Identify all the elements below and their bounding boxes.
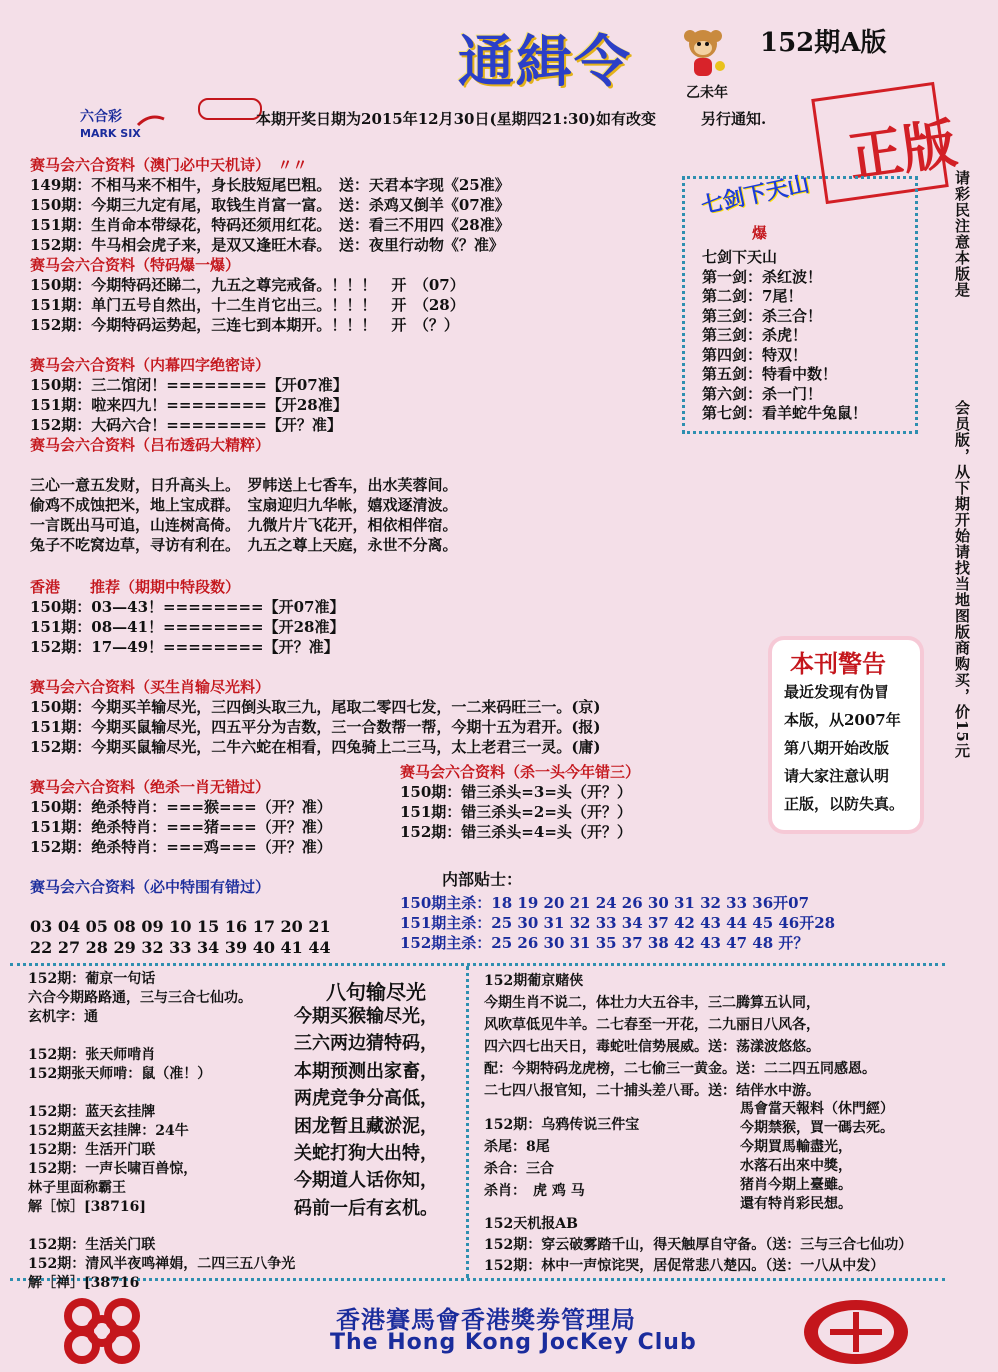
list-item: 150期：绝杀特肖：===猴===（开？准） bbox=[30, 798, 332, 816]
list-item: 两虎竞争分高低， bbox=[294, 1088, 438, 1110]
warning-title: 本刊警告 bbox=[790, 649, 886, 678]
list-item: 第八期开始改版 bbox=[784, 739, 890, 757]
list-item: 151期：今期买鼠输尽光，四五平分为吉数，三一合数帮一帮，今期十五为君开。(报) bbox=[30, 718, 601, 736]
list-item: 152期：一声长啸百兽惊， bbox=[28, 1161, 198, 1177]
side-notice-top: 请彩民注意本版是 bbox=[953, 170, 971, 298]
list-item: 第一剑：杀红波！ bbox=[702, 267, 823, 286]
list-item: 151期：生肖命本带绿花，特码还须用红花。 送：看三不用四《28准》 bbox=[30, 216, 510, 234]
list-item: 风吹草低见牛羊。二七春至一开花，二九丽日八风各， bbox=[484, 1017, 820, 1033]
list-item: 第二剑：7尾！ bbox=[702, 287, 803, 305]
list-item: 今期禁猴，買一碼去死。 bbox=[740, 1120, 894, 1136]
list-item: 150期：错三杀头=3=头（开？） bbox=[400, 783, 632, 801]
list-item: 今期道人话你知， bbox=[294, 1170, 438, 1192]
section-special-range bbox=[30, 877, 270, 897]
boom-label: 爆 bbox=[752, 224, 768, 242]
section-insider-tips bbox=[400, 893, 835, 953]
list-item: 今期生肖不说二，体壮力大五谷丰，三二腾算五认同， bbox=[484, 995, 820, 1011]
svg-text:MARK SIX: MARK SIX bbox=[80, 127, 141, 140]
list-item: 150期：今期三九定有尾，取钱生肖富一富。 送：杀鸡又倒羊《07准》 bbox=[30, 196, 510, 214]
list-item: 03 04 05 08 09 10 15 16 17 20 21 bbox=[30, 917, 331, 936]
list-item: 最近发现有伪冒 bbox=[784, 683, 890, 701]
list-item: 22 27 28 29 32 33 34 39 40 41 44 bbox=[30, 938, 331, 957]
list-item: 第四剑：特双！ bbox=[702, 345, 808, 364]
list-item: 本版，从2007年 bbox=[784, 711, 901, 729]
list-item: 六合今期路路通，三与三合七仙功。 bbox=[28, 990, 252, 1006]
list-item: 152期：生活开门联 bbox=[28, 1142, 156, 1158]
section-title: 香港 推荐（期期中特段数） bbox=[30, 578, 241, 596]
section-lubu-poem bbox=[30, 475, 458, 555]
list-item: 150期：今期特码还睇二，九五之尊完戒备。！！！ 开 （07） bbox=[30, 276, 465, 294]
divider-top bbox=[10, 963, 945, 966]
seven-swords-banner: 七剑下天山 bbox=[699, 171, 812, 220]
section-title: 赛马会六合资料（绝杀一肖无错过） bbox=[30, 778, 271, 796]
list-item: 解［惊］[38716] bbox=[28, 1199, 146, 1215]
zodiac-year: 乙未年 bbox=[686, 85, 728, 101]
section-macau-poem bbox=[30, 155, 510, 255]
list-item: 151期：错三杀头=2=头（开？） bbox=[400, 803, 632, 821]
list-item: 兔子不吃窝边草，寻访有利在。 九五之尊上天庭，永世不分离。 bbox=[30, 536, 458, 554]
list-item: 151期主杀：25 30 31 32 33 34 37 42 43 44 45 46开28 bbox=[400, 914, 836, 932]
section-kill-head bbox=[400, 762, 640, 842]
list-item: 151期：啦来四九！========【开28准】 bbox=[30, 396, 348, 414]
list-item: 150期：03—43！========【开07准】 bbox=[30, 598, 345, 616]
list-item: 第六剑：杀一门！ bbox=[702, 384, 823, 403]
list-item: 馬會當天報料（休門經） bbox=[740, 1101, 894, 1117]
list-item: 152期：17—49！========【开？准】 bbox=[30, 638, 339, 656]
list-item: 152期：牛马相会虎子来，是双又逢旺木春。 送：夜里行动物《？准》 bbox=[30, 236, 504, 254]
list-item: 152期：蓝天玄挂牌 bbox=[28, 1104, 156, 1120]
list-item: 正版，以防失真。 bbox=[784, 795, 905, 813]
list-item: 150期：三二馆闭！========【开07准】 bbox=[30, 376, 348, 394]
section-title: 赛马会六合资料（吕布透码大精粹） bbox=[30, 436, 271, 454]
section-title: 赛马会六合资料（特码爆一爆） bbox=[30, 256, 241, 274]
list-item: 第五剑：特看中数！ bbox=[702, 365, 838, 383]
list-item: 152期：绝杀特肖：===鸡===（开？准） bbox=[30, 838, 332, 856]
list-item: 152期张天师啃：鼠（准！） bbox=[28, 1066, 212, 1082]
section-special-code bbox=[30, 255, 465, 335]
list-item: 杀肖： 虎 鸡 马 bbox=[484, 1183, 585, 1199]
list-item: 152期：大码六合！========【开？准】 bbox=[30, 416, 342, 434]
list-item: 四六四七出天日，毒蛇吐信势展威。送：荡漾波悠悠。 bbox=[484, 1039, 820, 1055]
list-item: 152期葡京赌侠 bbox=[484, 973, 584, 989]
list-item: 偷鸡不成蚀把米，地上宝成群。 宝扇迎归九华帐，嬉戏逐清波。 bbox=[30, 496, 458, 514]
list-item: 玄机字：通 bbox=[28, 1009, 98, 1025]
list-item: 猪肖今期上臺雖。 bbox=[740, 1177, 852, 1193]
jockey-club-knot-logo bbox=[52, 1292, 152, 1368]
list-item: 152期：生活关门联 bbox=[28, 1237, 156, 1253]
list-item: 第三剑：杀虎！ bbox=[702, 326, 808, 344]
footer-org-name: 香港賽馬會香港獎劵管理局 bbox=[336, 1305, 636, 1334]
seven-swords-list bbox=[702, 248, 867, 424]
bottom-left-column bbox=[28, 970, 295, 1293]
list-item: 林子里面称霸王 bbox=[28, 1180, 126, 1196]
list-item: 150期：今期买羊输尽光，三四倒头取三九，尾取二零四七发，一二来码旺三一。(京) bbox=[30, 698, 601, 716]
svg-text:六合彩: 六合彩 bbox=[80, 109, 122, 125]
list-item: 码前一后有玄机。 bbox=[294, 1197, 438, 1219]
list-item: 杀尾：8尾 bbox=[484, 1139, 550, 1155]
page-title: 通緝令 bbox=[458, 30, 632, 95]
list-item: 152期：林中一声惊诧哭，居促常悲八楚囚。（送：一八从中发） bbox=[484, 1258, 885, 1274]
list-item: 杀合：三合 bbox=[484, 1161, 554, 1177]
divider-middle bbox=[466, 966, 469, 1278]
list-item: 還有特肖彩民想。 bbox=[740, 1196, 852, 1212]
section-segment-picks bbox=[30, 577, 344, 657]
list-item: 149期：不相马来不相牛，身长肢短尾巴粗。 送：天君本字现《25准》 bbox=[30, 176, 510, 194]
list-item: 151期：08—41！========【开28准】 bbox=[30, 618, 345, 636]
list-item: 解［禅］[38716 bbox=[28, 1275, 140, 1291]
number-grid bbox=[30, 916, 331, 958]
mark-six-logo bbox=[78, 105, 173, 141]
list-item: 请大家注意认明 bbox=[784, 767, 890, 785]
list-item: 152期：穿云破雾踏千山，得天触厚自守备。（送：三与三合七仙功） bbox=[484, 1237, 913, 1253]
list-item: 关蛇打狗大出特， bbox=[294, 1143, 438, 1165]
side-notice-bottom: 会员版，从下期开始请找当地图版商购买，价15元 bbox=[953, 400, 971, 759]
list-item: 151期：单门五号自然出，十二生肖它出三。！！！ 开 （28） bbox=[30, 296, 465, 314]
list-item: 七剑下天山 bbox=[702, 248, 778, 266]
list-item: 152期：错三杀头=4=头（开？） bbox=[400, 823, 632, 841]
section-insider-tips-title bbox=[442, 870, 522, 890]
sky-news-block bbox=[484, 1214, 912, 1277]
list-item: 152期：今期买鼠输尽光，二牛六蛇在相看，四兔骑上二三马，太上老君三一灵。(庸) bbox=[30, 738, 601, 756]
list-item: 一言既出马可追，山连树高倚。 九微片片飞花开，相依相伴宿。 bbox=[30, 516, 458, 534]
genuine-stamp: 正版 bbox=[844, 110, 961, 190]
list-item: 152期蓝天玄挂牌：24牛 bbox=[28, 1123, 189, 1139]
list-item: 第三剑：杀三合！ bbox=[702, 306, 823, 325]
list-item: 152期：葡京一句话 bbox=[28, 971, 156, 987]
casino-gambler-block bbox=[484, 970, 876, 1102]
lottery-seal-logo bbox=[800, 1296, 912, 1372]
list-item: 配：今期特码龙虎榜，二七偷三一黄金。送：二二四五同感恩。 bbox=[484, 1061, 876, 1077]
section-insider-poem bbox=[30, 355, 348, 455]
draw-date-notice: 本期开奖日期为2015年12月30日(星期四21:30)如有改变 另行通知. bbox=[256, 110, 767, 128]
list-item: 150期主杀：18 19 20 21 24 26 30 31 32 33 36开07 bbox=[400, 894, 810, 912]
footer-org-name-en: The Hong Kong JocKey Club bbox=[330, 1330, 697, 1355]
eight-lines-poem bbox=[294, 1003, 438, 1222]
list-item: 二七四八报官知，二十捕头差八哥。送：结伴水中游。 bbox=[484, 1083, 820, 1099]
section-title: 赛马会六合资料（买生肖输尽光料） bbox=[30, 678, 271, 696]
list-item: 152期：今期特码运势起，三连七到本期开。！！！ 开 （？） bbox=[30, 316, 459, 334]
section-kill-zodiac bbox=[30, 777, 332, 857]
list-item: 三六两边猜特码， bbox=[294, 1033, 438, 1055]
section-zodiac-loss bbox=[30, 677, 601, 757]
list-item: 151期：绝杀特肖：===猪===（开？准） bbox=[30, 818, 332, 836]
issue-number: 152期A版 bbox=[760, 28, 887, 58]
section-title: 赛马会六合资料（必中特围有错过） bbox=[30, 878, 271, 896]
spacer bbox=[28, 1217, 295, 1236]
list-item: 困龙暂且藏淤泥， bbox=[294, 1115, 438, 1137]
monkey-mascot-icon bbox=[680, 26, 726, 80]
section-title: 赛马会六合资料（内幕四字绝密诗） bbox=[30, 356, 271, 374]
lottery-badge bbox=[198, 98, 262, 120]
list-item: 152天机报AB bbox=[484, 1216, 578, 1232]
list-item: 今期买猴输尽光， bbox=[294, 1006, 438, 1027]
list-item: 今期買馬輸盡光， bbox=[740, 1139, 852, 1155]
list-item: 152期：清风半夜鸣禅娟，二四三五八争光 bbox=[28, 1256, 296, 1272]
list-item: 152期：乌鸦传说三件宝 bbox=[484, 1117, 640, 1133]
section-title: 赛马会六合资料（澳门必中天机诗） 〃〃 bbox=[30, 156, 308, 174]
list-item: 第七剑：看羊蛇牛兔鼠！ bbox=[702, 404, 868, 422]
list-item: 水落石出來中獎， bbox=[740, 1158, 852, 1174]
warning-text bbox=[784, 678, 904, 818]
list-item: 152期主杀：25 26 30 31 35 37 38 42 43 47 48 开？ bbox=[400, 934, 809, 952]
list-item: 152期：张天师啃肖 bbox=[28, 1047, 156, 1063]
crow-legend-block bbox=[484, 1114, 639, 1202]
list-item: 三心一意五发财，日升高头上。 罗帏送上七香车，出水芙蓉间。 bbox=[30, 476, 458, 494]
list-item: 本期预测出家畜， bbox=[294, 1060, 438, 1082]
spacer bbox=[28, 1084, 295, 1103]
section-title: 内部贴士： bbox=[442, 870, 523, 889]
racing-club-block bbox=[740, 1100, 894, 1214]
section-title: 赛马会六合资料（杀一头今年错三） bbox=[400, 763, 641, 781]
eight-lines-title: 八句输尽光 bbox=[326, 980, 426, 1004]
spacer bbox=[28, 1027, 295, 1046]
